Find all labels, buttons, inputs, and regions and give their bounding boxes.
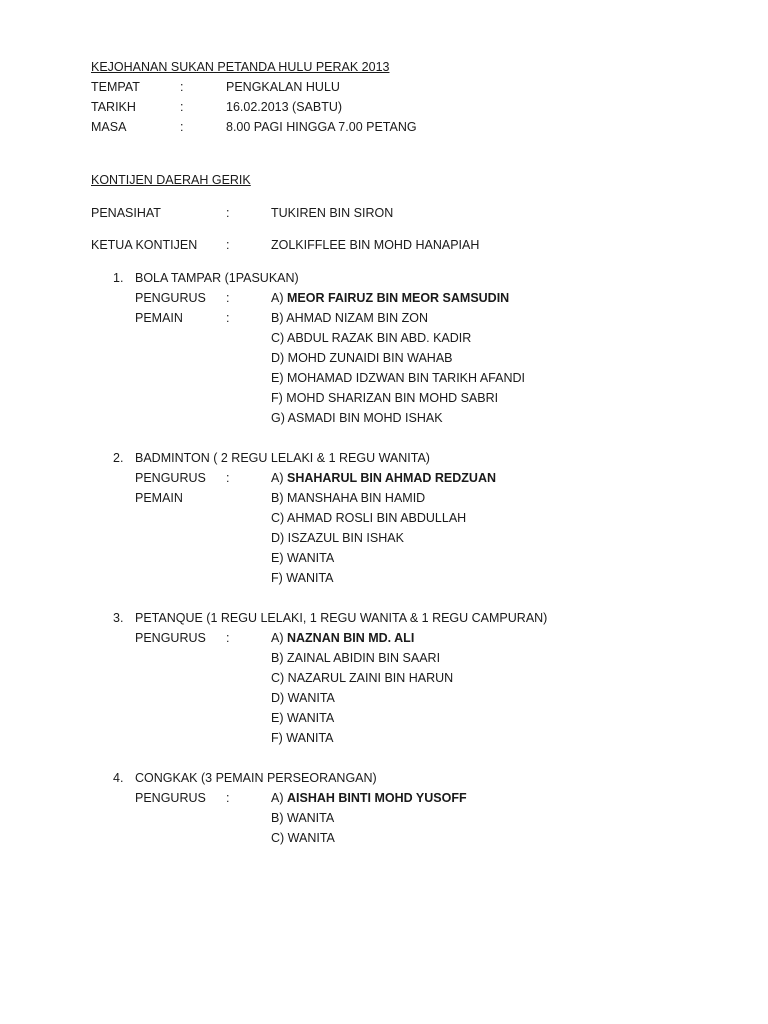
tarikh-value: 16.02.2013 (SABTU): [226, 100, 343, 114]
list-item: C) AHMAD ROSLI BIN ABDULLAH: [271, 511, 467, 525]
masa-value: 8.00 PAGI HINGGA 7.00 PETANG: [226, 120, 417, 134]
list-item: A) AISHAH BINTI MOHD YUSOFF: [271, 791, 467, 805]
pengurus-sep: :: [226, 791, 230, 805]
tempat-value: PENGKALAN HULU: [226, 80, 340, 94]
tempat-sep: :: [180, 80, 184, 94]
list-item: A) SHAHARUL BIN AHMAD REDZUAN: [271, 471, 497, 485]
ketua-sep: :: [226, 238, 230, 252]
penasihat-value: TUKIREN BIN SIRON: [271, 206, 394, 220]
pemain-label: PEMAIN: [135, 311, 183, 325]
pengurus-sep: :: [226, 291, 230, 305]
list-item: C) NAZARUL ZAINI BIN HARUN: [271, 671, 454, 685]
pengurus-label: PENGURUS: [135, 631, 206, 645]
tempat-label: TEMPAT: [91, 80, 140, 94]
list-item: E) WANITA: [271, 711, 335, 725]
document-title: KEJOHANAN SUKAN PETANDA HULU PERAK 2013: [91, 60, 390, 74]
list-item: F) WANITA: [271, 731, 334, 745]
ketua-label: KETUA KONTIJEN: [91, 238, 198, 252]
list-item: B) WANITA: [271, 811, 335, 825]
list-item: B) AHMAD NIZAM BIN ZON: [271, 311, 428, 325]
list-item: G) ASMADI BIN MOHD ISHAK: [271, 411, 443, 425]
pengurus-sep: :: [226, 471, 230, 485]
event-number: 3.: [113, 611, 124, 625]
list-item: D) ISZAZUL BIN ISHAK: [271, 531, 404, 545]
event-number: 2.: [113, 451, 124, 465]
list-item: F) MOHD SHARIZAN BIN MOHD SABRI: [271, 391, 499, 405]
tarikh-label: TARIKH: [91, 100, 136, 114]
masa-sep: :: [180, 120, 184, 134]
list-item: C) ABDUL RAZAK BIN ABD. KADIR: [271, 331, 472, 345]
event-title: BOLA TAMPAR (1PASUKAN): [135, 271, 299, 285]
event-title: CONGKAK (3 PEMAIN PERSEORANGAN): [135, 771, 377, 785]
penasihat-label: PENASIHAT: [91, 206, 161, 220]
event-number: 4.: [113, 771, 124, 785]
pengurus-label: PENGURUS: [135, 471, 206, 485]
event-title: PETANQUE (1 REGU LELAKI, 1 REGU WANITA & 1 REGU CAMPURAN): [135, 611, 548, 625]
masa-label: MASA: [91, 120, 127, 134]
list-item: A) MEOR FAIRUZ BIN MEOR SAMSUDIN: [271, 291, 510, 305]
list-item: F) WANITA: [271, 571, 334, 585]
kontijen-title: KONTIJEN DAERAH GERIK: [91, 173, 251, 187]
pemain-label: PEMAIN: [135, 491, 183, 505]
event-number: 1.: [113, 271, 124, 285]
pemain-sep: :: [226, 311, 230, 325]
pengurus-label: PENGURUS: [135, 791, 206, 805]
penasihat-sep: :: [226, 206, 230, 220]
pengurus-label: PENGURUS: [135, 291, 206, 305]
tarikh-sep: :: [180, 100, 184, 114]
list-item: E) MOHAMAD IDZWAN BIN TARIKH AFANDI: [271, 371, 525, 385]
list-item: B) ZAINAL ABIDIN BIN SAARI: [271, 651, 441, 665]
list-item: B) MANSHAHA BIN HAMID: [271, 491, 426, 505]
event-title: BADMINTON ( 2 REGU LELAKI & 1 REGU WANITA): [135, 451, 430, 465]
list-item: D) MOHD ZUNAIDI BIN WAHAB: [271, 351, 453, 365]
list-item: C) WANITA: [271, 831, 335, 845]
pengurus-sep: :: [226, 631, 230, 645]
ketua-value: ZOLKIFFLEE BIN MOHD HANAPIAH: [271, 238, 480, 252]
list-item: A) NAZNAN BIN MD. ALI: [271, 631, 415, 645]
list-item: E) WANITA: [271, 551, 335, 565]
list-item: D) WANITA: [271, 691, 335, 705]
